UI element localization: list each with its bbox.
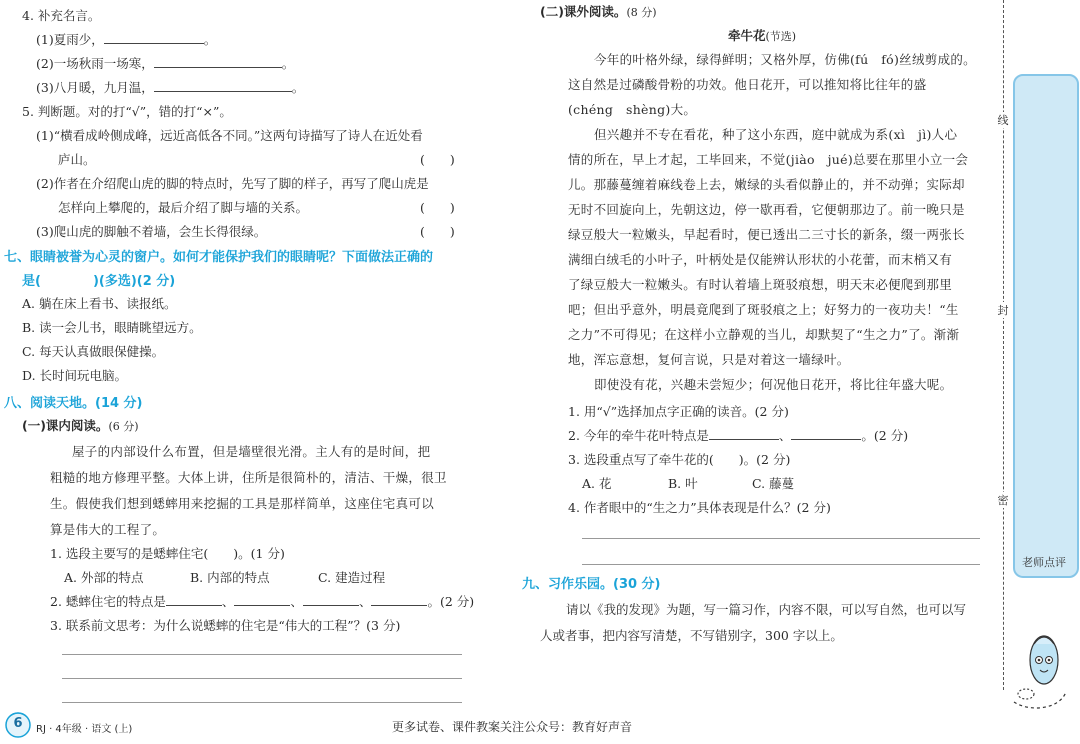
essay-prompt-line-b: 人或者事，把内容写清楚，不写错别字，300 字以上。 [540,628,843,643]
q4-item-2: (2)一场秋雨一场寒， 。 [36,56,295,71]
section-8-title: 八、阅读天地。(14 分) [4,396,143,411]
option-d: D. 长时间玩电脑。 [22,368,128,383]
section-7-title-a: 七、眼睛被誉为心灵的窗户。如何才能保护我们的眼睛呢？下面做法正确的 [4,250,434,265]
footer-notice: 更多试卷、课件教案关注公众号：教育好声音 [392,720,633,734]
passage-2-line: 即使没有花，兴趣未尝短少；何况他日花开，将比往年盛大呢。 [594,377,953,392]
p1-question-2: 2. 蟋蟀住宅的特点是 、 、 、 。(2 分) [50,594,475,609]
p2-question-2: 2. 今年的牵牛花叶特点是 、 。(2 分) [568,428,909,443]
passage-2-line: 了绿豆般大一粒嫩头。有时认着墙上斑驳痕想，明天末必便爬到那里 [568,277,953,292]
passage-1-line: 粗糙的地方修理平整。大体上讲，住所是很简朴的，清洁、干燥，很卫 [50,470,447,485]
q5-2-line-a: (2)作者在介绍爬山虎的脚的特点时，先写了脚的样子，再写了爬山虎是 [36,176,429,191]
teacher-comment-label: 老师点评 [1022,556,1066,569]
option-a: A. 躺在床上看书、读报纸。 [22,296,177,311]
answer-blank[interactable] [303,593,359,606]
option-b: B. 读一会儿书，眼睛眺望远方。 [22,320,202,335]
p1-q1-option-a: A. 外部的特点 [64,570,144,585]
p1-q1-option-b: B. 内部的特点 [190,570,270,585]
answer-blank[interactable] [154,79,292,92]
answer-blank[interactable] [371,593,427,606]
sub-section-2: (二)课外阅读。(8 分) [540,4,657,19]
passage-2-line: 儿。那藤蔓缠着麻线卷上去，嫩绿的头看似静止的，并不动弹；实际却 [568,177,965,192]
book-label: RJ · 4年级 · 语文 (上) [36,724,133,735]
answer-blank[interactable] [791,427,861,440]
teacher-comment-box[interactable] [1013,74,1079,578]
p2-question-3: 3. 选段重点写了牵牛花的( )。(2 分) [568,452,791,467]
p2-q3-option-a: A. 花 [582,476,612,491]
binding-char-seal: 封 [993,302,1013,318]
p1-q1-option-c: C. 建造过程 [318,570,386,585]
answer-line[interactable] [62,654,462,655]
judge-paren-2[interactable]: ( ) [420,200,455,215]
binding-char-line: 线 [993,112,1013,128]
page-number: 6 [13,716,23,731]
judge-paren-1[interactable]: ( ) [420,152,455,167]
q5-1-line-a: (1)“横看成岭侧成峰，远近高低各不同。”这两句诗描写了诗人在近处看 [36,128,423,143]
passage-2-line: 这自然是过磷酸骨粉的功效。他日花开，可以推知将比往年的盛 [568,77,927,92]
answer-blank[interactable] [166,593,222,606]
section-7-title-b: 是( )(多选)(2 分) [22,274,176,289]
q5-3: (3)爬山虎的脚触不着墙，会生长得很绿。 [36,224,267,239]
answer-blank[interactable] [104,31,204,44]
passage-1-line: 生。假使我们想到蟋蟀用来挖掘的工具是那样简单，这座住宅真可以 [50,496,435,511]
sub-section-1: (一)课内阅读。(6 分) [22,418,139,433]
p2-question-1: 1. 用“√”选择加点字正确的读音。(2 分) [568,404,789,419]
answer-line[interactable] [62,678,462,679]
passage-2-line: 吧；但出乎意外，明晨竟爬到了斑驳痕之上；好努力的一夜功夫！“生 [568,302,959,317]
p2-question-4: 4. 作者眼中的“生之力”具体表现是什么？(2 分) [568,500,831,515]
q4-title: 4. 补充名言。 [22,8,101,23]
passage-2-title: 牵牛花(节选) [728,28,797,43]
q4-item-1: (1)夏雨少， 。 [36,32,217,47]
judge-paren-3[interactable]: ( ) [420,224,455,239]
p1-question-3: 3. 联系前文思考：为什么说蟋蟀的住宅是“伟大的工程”？(3 分) [50,618,401,633]
p1-question-1: 1. 选段主要写的是蟋蟀住宅( )。(1 分) [50,546,285,561]
passage-2-line: 地，浑忘意想，复何言说，只是对着这一墙绿叶。 [568,352,850,367]
q4-item-3: (3)八月暖，九月温， 。 [36,80,305,95]
answer-blank[interactable] [709,427,779,440]
answer-blank[interactable] [154,55,282,68]
passage-1-line: 算是伟大的工程了。 [50,522,166,537]
answer-line[interactable] [582,538,980,539]
passage-1-line: 屋子的内部设什么布置，但是墙壁很光滑。主人有的是时间，把 [72,444,431,459]
passage-2-line: (chéng shèng)大。 [568,102,697,117]
q5-title: 5. 判断题。对的打“√”，错的打“×”。 [22,104,232,119]
q5-1-line-b: 庐山。 [58,152,96,167]
option-c: C. 每天认真做眼保健操。 [22,344,165,359]
q5-2-line-b: 怎样向上攀爬的，最后介绍了脚与墙的关系。 [58,200,309,215]
passage-2-line: 满细白绒毛的小叶子，叶柄处是仅能辨认形状的小花蕾，而末梢又有 [568,252,953,267]
passage-2-line: 之力”不可得见；在这样小立静观的当儿，却默契了“生之力”了。渐渐 [568,327,960,342]
binding-dashed-line [1003,0,1004,690]
passage-2-line: 今年的叶格外绿，绿得鲜明；又格外厚，仿佛(fú fó)丝绒剪成的。 [594,52,976,67]
essay-prompt-line-a: 请以《我的发现》为题，写一篇习作，内容不限，可以写自然，也可以写 [566,602,967,617]
mascot-illustration [1004,620,1074,710]
answer-line[interactable] [62,702,462,703]
passage-2-line: 但兴趣并不专在看花，种了这小东西，庭中就成为系(xì jì)人心 [594,127,958,142]
section-9-title: 九、习作乐园。(30 分) [522,577,661,592]
answer-line[interactable] [582,564,980,565]
passage-2-line: 情的所在，早上才起，工毕回来，不觉(jiào jué)总要在那里小立一会 [568,152,969,167]
passage-2-line: 无时不回旋向上，先朝这边，停一歇再看，它便朝那边了。前一晚只是 [568,202,965,217]
p2-q3-option-b: B. 叶 [668,476,698,491]
answer-blank[interactable] [234,593,290,606]
p2-q3-option-c: C. 藤蔓 [752,476,795,491]
binding-char-secret: 密 [993,492,1013,508]
passage-2-line: 绿豆般大一粒嫩头，早起看时，便已透出二三寸长的新条，缀一两张长 [568,227,965,242]
